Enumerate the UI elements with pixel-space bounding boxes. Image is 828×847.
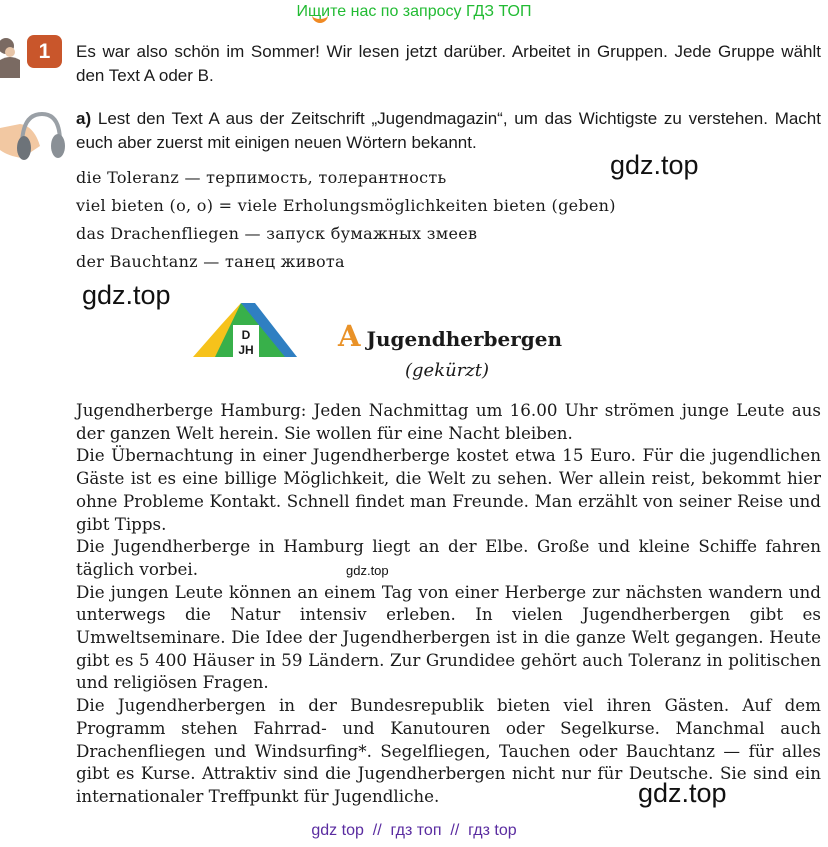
subtask-text: Lest den Text A aus der Zeitschrift „Jugendmagazin“, um das Wichtigste zu verstehen. Macht euch aber zuerst mit einigen neuen Wörtern bekannt.	[76, 109, 821, 152]
paragraph: Jugendherberge Hamburg: Jeden Nachmittag um 16.00 Uhr strömen junge Leute aus der ganzen Welt herein. Sie wollen für eine Nacht bleiben.	[76, 400, 821, 443]
watermark: gdz.top	[82, 280, 171, 310]
djh-logo	[193, 301, 297, 359]
paragraph: Die Übernachtung in einer Jugendherberge kostet etwa 15 Euro. Für die jugendlichen Gäste ist es eine billige Möglichkeit, die Welt zu sehen. Wer allein reist, bekommt hier ohne Probleme Kontakt. Schnell findet man Freunde. Man erzählt von seiner Reise und gibt Tipps.	[76, 445, 821, 534]
subtask-a	[76, 107, 821, 155]
vocab-line: viel bieten (o, o) = viele Erholungsmöglichkeiten bieten (geben)	[76, 196, 616, 215]
story-body	[76, 399, 821, 808]
headphones-icon	[0, 106, 70, 166]
subtask-label: a)	[76, 109, 92, 128]
watermark: gdz.top	[638, 778, 727, 808]
group-work-icon	[0, 34, 22, 78]
text-letter: A	[338, 319, 361, 353]
text-title-word: Jugendherbergen	[366, 327, 563, 351]
logo-letters-bottom: JH	[238, 343, 254, 357]
paragraph: Die Jugendherberge in Hamburg liegt an der Elbe. Große und kleine Schiffe fahren täglich vorbei.	[76, 536, 821, 579]
watermark: gdz.top	[610, 150, 699, 180]
text-subtitle: (gekürzt)	[405, 360, 490, 381]
footer-watermark[interactable]: gdz top // гдз топ // гдз top	[311, 822, 517, 839]
paragraph: Die Jugendherbergen in der Bundesrepublik bieten viel ihren Gästen. Auf dem Programm stehen Fahrrad- und Kanutouren oder Segelkurse. Manchmal auch Drachenfliegen und Windsurfing*. Segelfliegen, Tauchen oder Bauchtanz — für alles gibt es Kurse. Attraktiv sind die Jugendherbergen nicht nur für Deutsche. Sie sind ein internationaler Treffpunkt für Jugendliche.	[76, 695, 821, 806]
vocab-line: das Drachenfliegen — запуск бумажных змеев	[76, 224, 478, 243]
paragraph: Die jungen Leute können an einem Tag von einer Herberge zur nächsten wandern und unterwegs die Natur intensiv erleben. In vielen Jugendherbergen gibt es Umweltseminare. Die Idee der Jugendherbergen ist in die ganze Welt gegangen. Heute gibt es 5 400 Häuser in 59 Ländern. Zur Grundidee gehört auch Toleranz in politischen und religiösen Fragen.	[76, 581, 821, 693]
task-intro: Es war also schön im Sommer! Wir lesen jetzt darüber. Arbeitet in Gruppen. Jede Gruppe wählt den Text A oder B.	[76, 42, 821, 85]
vocab-line: der Bauchtanz — танец живота	[76, 252, 345, 271]
top-banner[interactable]: Ищите нас по запросу ГДЗ ТОП	[296, 3, 532, 20]
logo-letters-top: D	[241, 328, 251, 342]
vocab-line: die Toleranz — терпимость, толерантность	[76, 168, 447, 187]
decorative-arc	[312, 11, 328, 23]
task-number-badge: 1	[27, 35, 62, 68]
watermark: gdz.top	[346, 563, 389, 578]
text-title	[338, 319, 562, 353]
